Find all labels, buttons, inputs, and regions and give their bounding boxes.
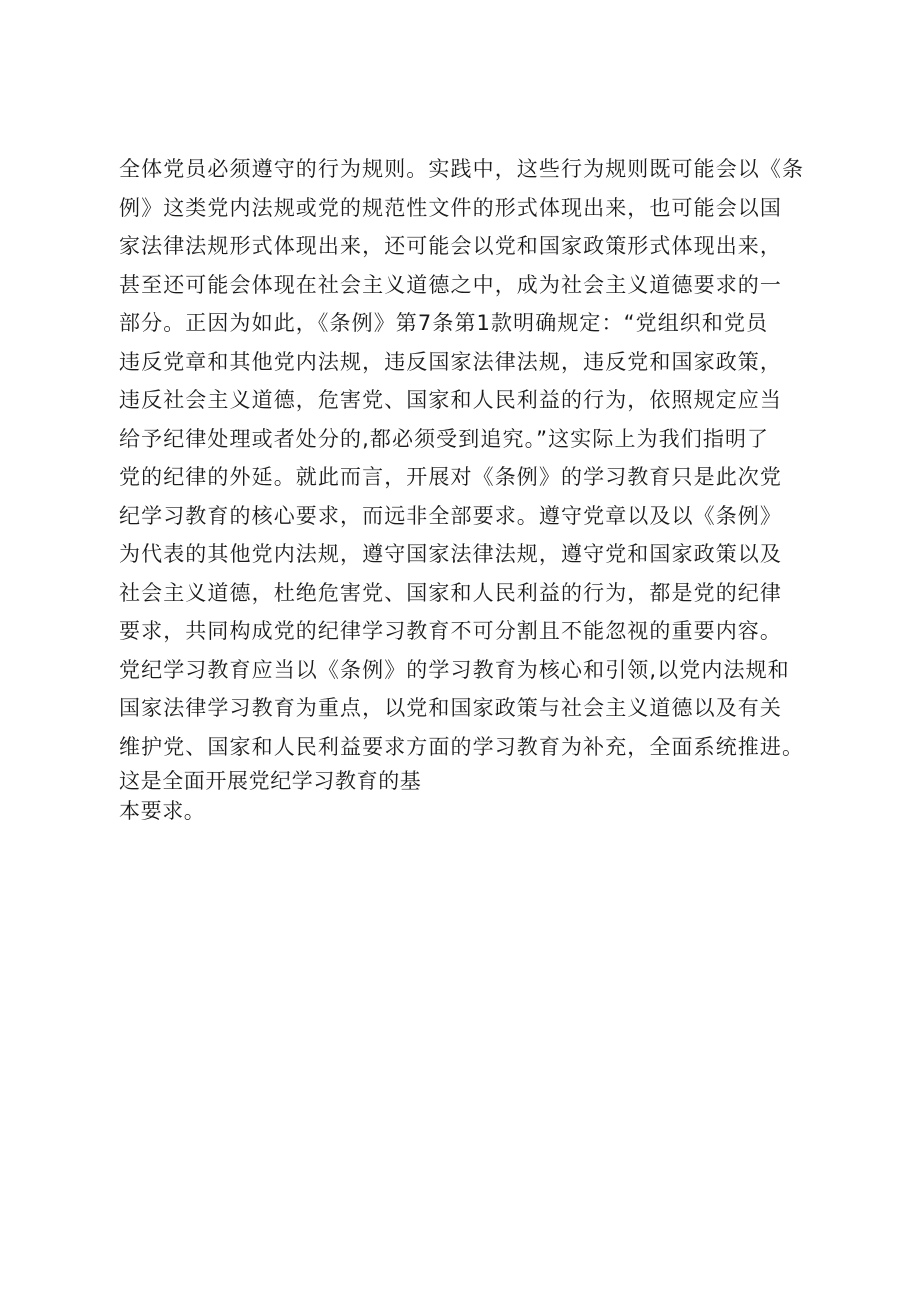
text-line: 国家法律学习教育为重点，以党和国家政策与社会主义道德以及有关: [119, 696, 782, 720]
text-line: 给予纪律处理或者处分的,都必须受到追究。”这实际上为我们指明了: [119, 426, 770, 451]
text-line: 例》这类党内法规或党的规范性文件的形式体现出来，也可能会以国: [119, 195, 782, 220]
text-line: 党纪学习教育应当以《条例》的学习教育为核心和引领,以党内法规和: [119, 657, 790, 682]
text-line: 社会主义道德，杜绝危害党、国家和人民利益的行为，都是党的纪律: [119, 580, 782, 605]
text-line: 要求，共同构成党的纪律学习教育不可分割且不能忽视的重要内容。: [119, 619, 782, 643]
text-line: 部分。正因为如此，《条例》第7条第1款明确规定：“党组织和党员: [119, 311, 769, 335]
text-line: 为代表的其他党内法规，遵守国家法律法规，遵守党和国家政策以及: [119, 542, 782, 566]
text-line: 这是全面开展党纪学习教育的基: [119, 769, 422, 793]
text-line: 全体党员必须遵守的行为规则。实践中，这些行为规则既可能会以《条: [119, 157, 805, 181]
text-line: 违反社会主义道德，危害党、国家和人民利益的行为，依照规定应当: [119, 388, 782, 412]
text-line: 党的纪律的外延。就此而言，开展对《条例》的学习教育只是此次党: [119, 465, 782, 489]
text-line: 甚至还可能会体现在社会主义道德之中，成为社会主义道德要求的一: [119, 272, 782, 297]
body-text: [119, 150, 839, 826]
text-line: 纪学习教育的核心要求，而远非全部要求。遵守党章以及以《条例》: [119, 503, 782, 528]
text-line: 本要求。: [119, 799, 206, 823]
text-line: 违反党章和其他党内法规，违反国家法律法规，违反党和国家政策，: [119, 349, 782, 374]
text-line: 家法律法规形式体现出来，还可能会以党和国家政策形式体现出来，: [119, 234, 782, 258]
text-line: 维护党、国家和人民利益要求方面的学习教育为补充，全面系统推进。: [119, 734, 805, 759]
